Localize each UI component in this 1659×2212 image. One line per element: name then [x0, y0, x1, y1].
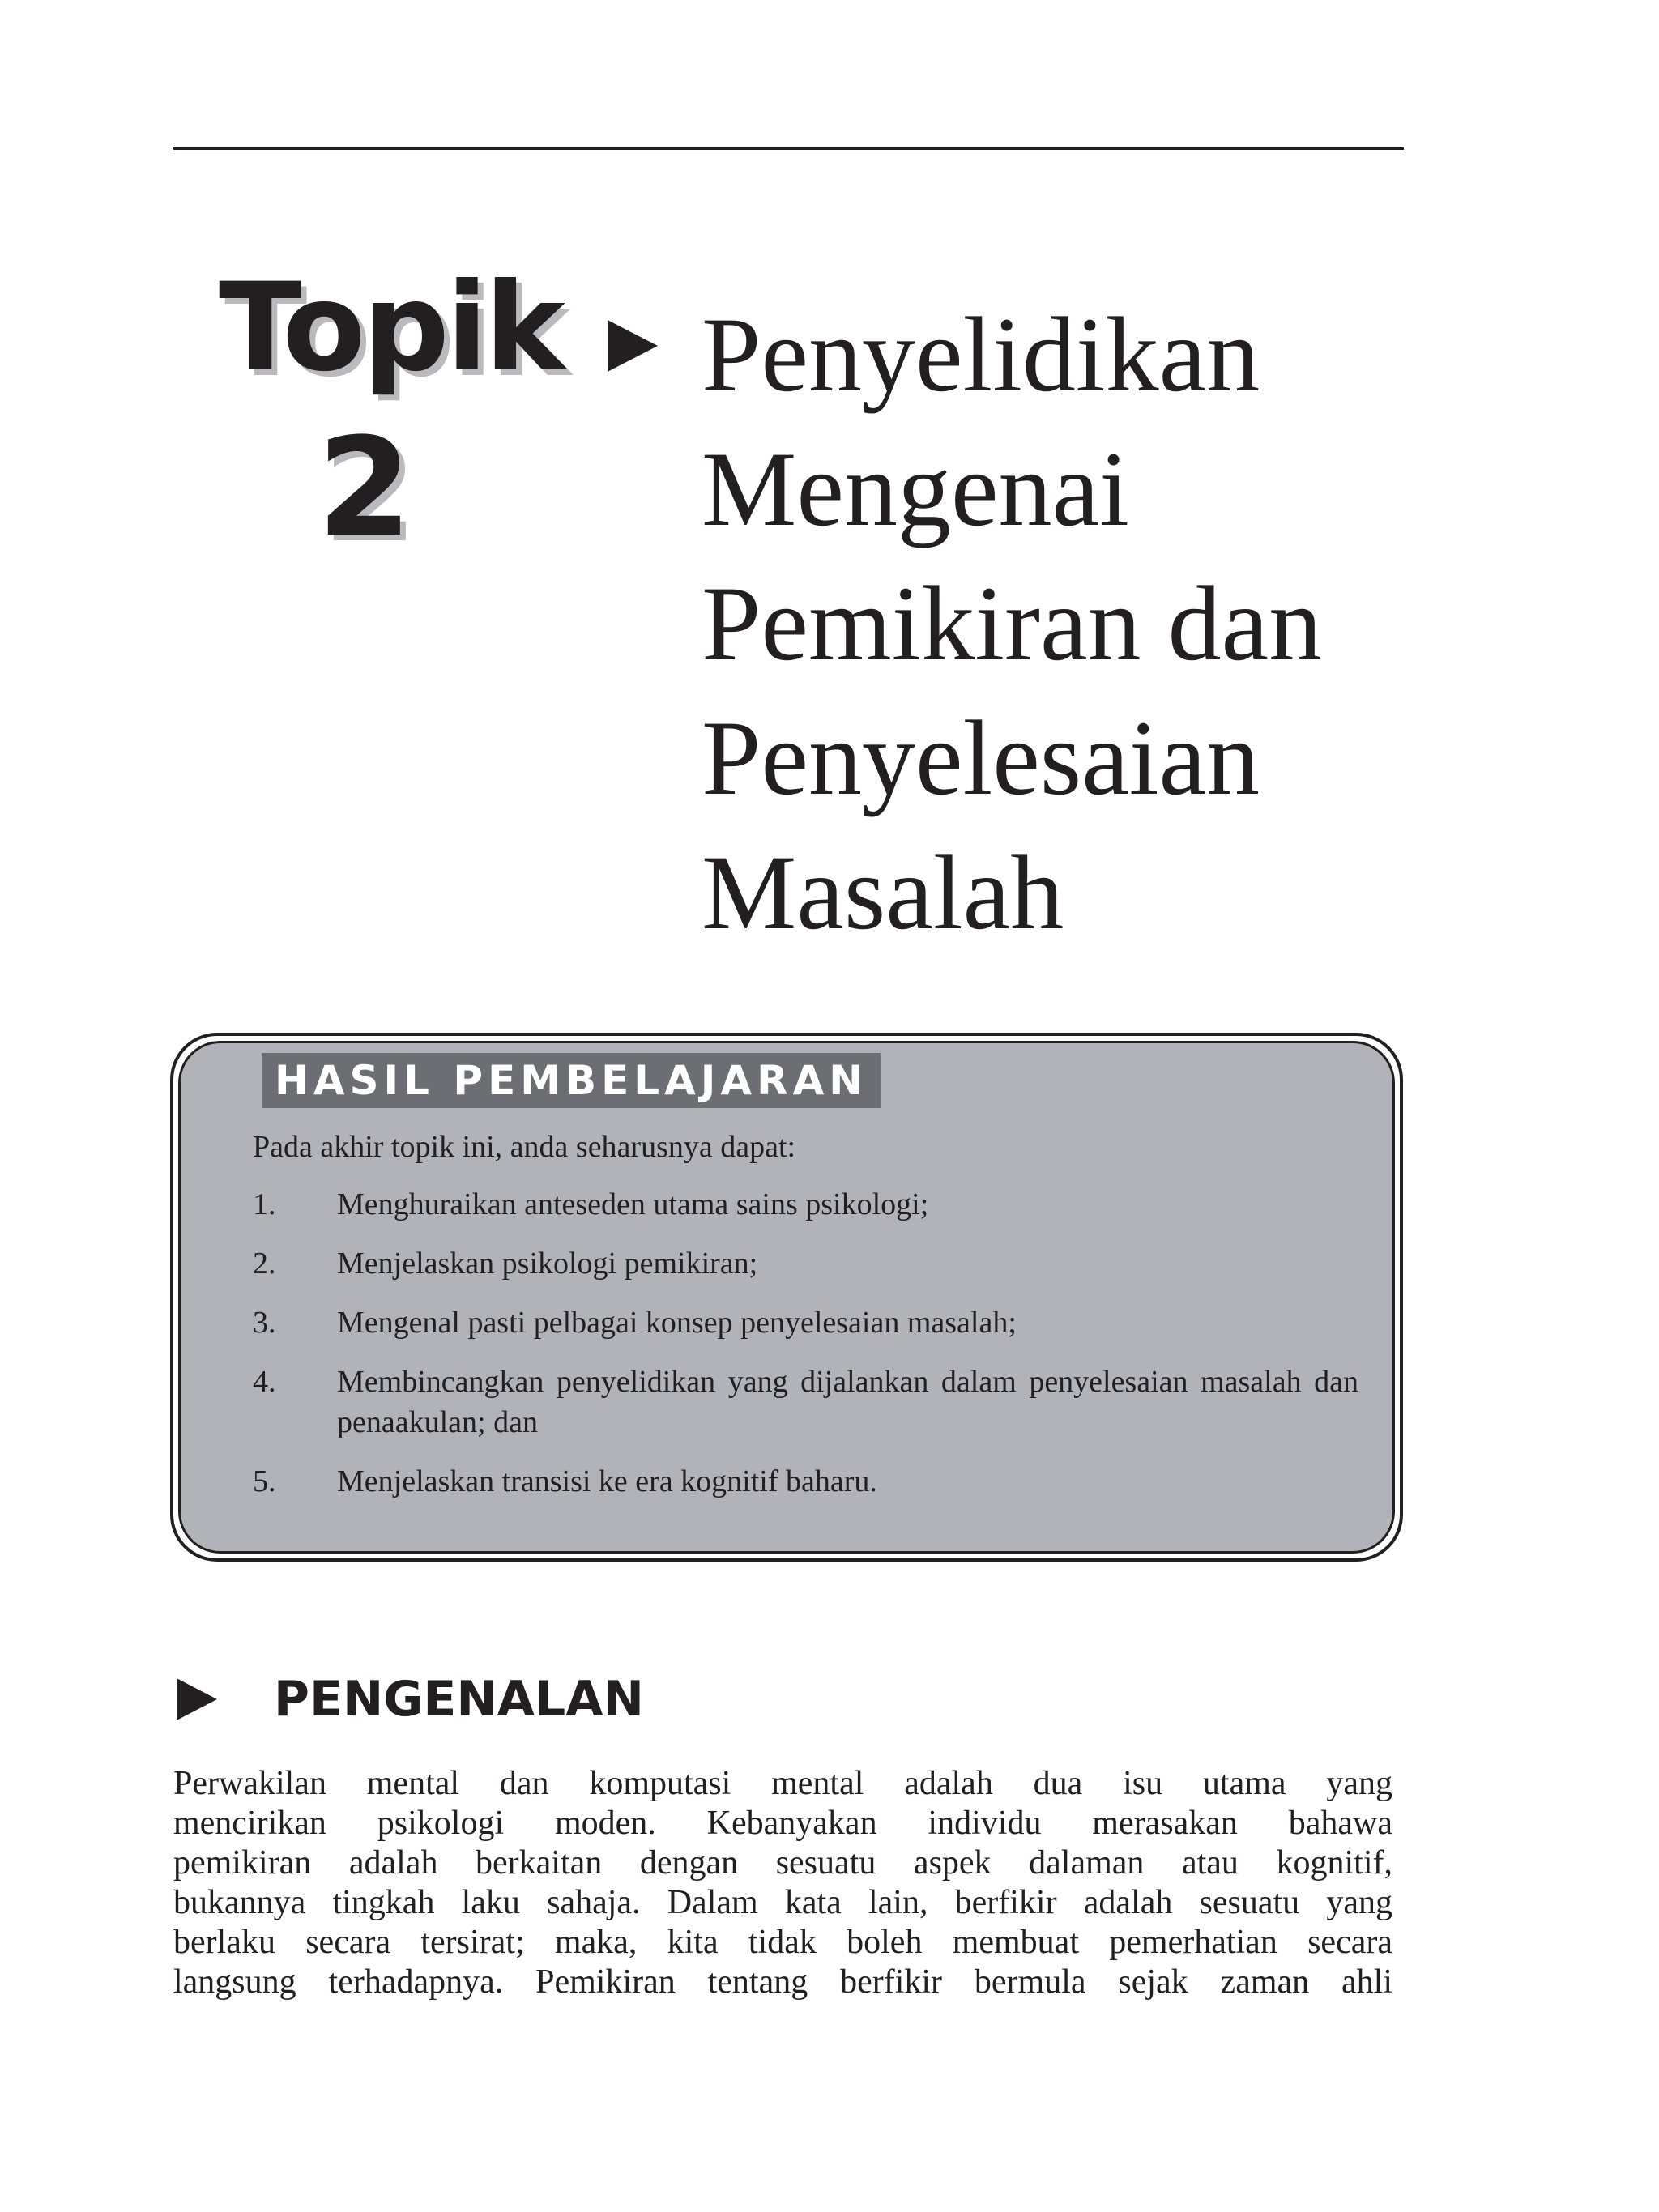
- learning-outcomes-box: [170, 1033, 1403, 1562]
- section-title: PENGENALAN: [274, 1671, 644, 1728]
- list-item: [253, 1461, 1358, 1502]
- chapter-title-line: Masalah: [702, 833, 1064, 952]
- chapter-title-line: Penyelidikan: [702, 295, 1260, 414]
- introduction-paragraph: [173, 1764, 1392, 2002]
- section-heading: [177, 1670, 644, 1728]
- list-item: [253, 1184, 1358, 1225]
- header-rule: [173, 147, 1404, 150]
- list-item: [253, 1362, 1358, 1443]
- learning-outcomes-panel: [178, 1041, 1395, 1554]
- chapter-title-line: Penyelesaian: [702, 698, 1260, 817]
- list-item-number: 1.: [253, 1187, 276, 1221]
- list-item-number: 4.: [253, 1365, 276, 1399]
- list-item-number: 3.: [253, 1306, 276, 1340]
- paragraph-line: berlaku secara tersirat; maka, kita tidak boleh membuat pemerhatian secara: [173, 1924, 1392, 1961]
- paragraph-line: pemikiran adalah berkaitan dengan sesuatu aspek dalaman atau kognitif,: [173, 1844, 1392, 1882]
- list-item-text: Menghuraikan anteseden utama sains psikologi;: [337, 1187, 929, 1221]
- list-item-number: 5.: [253, 1464, 276, 1498]
- topic-number: 2: [317, 408, 412, 567]
- list-item-number: 2.: [253, 1247, 276, 1281]
- chapter-title-line: Mengenai: [702, 429, 1129, 548]
- list-item-text: Membincangkan penyelidikan yang dijalankan dalam penyelesaian masalah dan penaakulan; dan: [337, 1365, 1358, 1439]
- learning-outcomes-intro: Pada akhir topik ini, anda seharusnya dapat:: [253, 1130, 796, 1164]
- list-item-text: Menjelaskan psikologi pemikiran;: [337, 1247, 758, 1281]
- topic-word: Topik: [219, 258, 562, 399]
- list-item-text: Mengenal pasti pelbagai konsep penyelesaian masalah;: [337, 1306, 1017, 1340]
- learning-outcomes-list: [253, 1184, 1358, 1520]
- list-item: [253, 1302, 1358, 1343]
- learning-outcomes-label: HASIL PEMBELAJARAN: [262, 1053, 881, 1108]
- paragraph-line: bukannya tingkah laku sahaja. Dalam kata lain, berfikir adalah sesuatu yang: [173, 1884, 1392, 1921]
- triangle-right-icon: [608, 320, 658, 372]
- chapter-title-line: Pemikiran dan: [702, 564, 1323, 683]
- paragraph-line: mencirikan psikologi moden. Kebanyakan individu merasakan bahawa: [173, 1805, 1392, 1842]
- chapter-title: [702, 288, 1633, 960]
- paragraph-line: Perwakilan mental dan komputasi mental adalah dua isu utama yang: [173, 1765, 1392, 1802]
- triangle-right-icon: [177, 1678, 217, 1720]
- list-item-text: Menjelaskan transisi ke era kognitif baharu.: [337, 1464, 877, 1498]
- paragraph-line: langsung terhadapnya. Pemikiran tentang berfikir bermula sejak zaman ahli: [173, 1963, 1392, 2001]
- topic-label: [212, 258, 569, 567]
- list-item: [253, 1243, 1358, 1284]
